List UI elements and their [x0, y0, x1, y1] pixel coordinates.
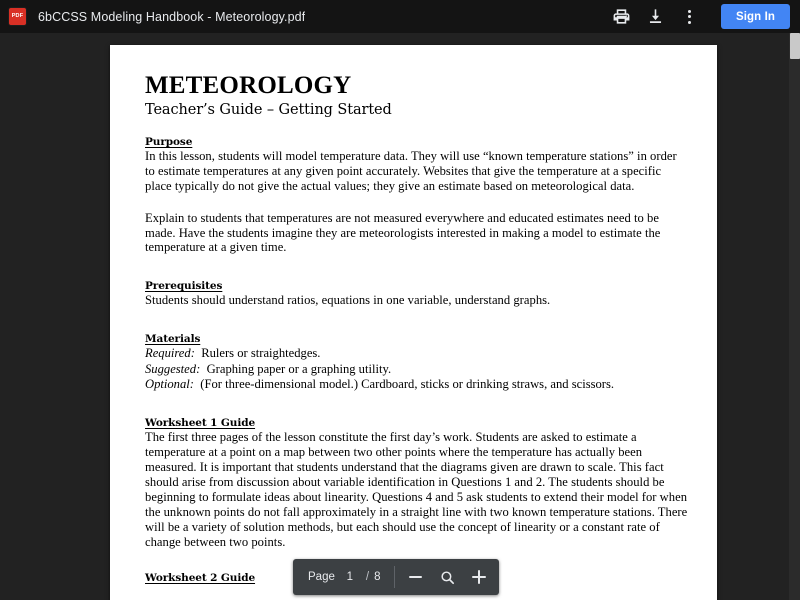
sign-in-button[interactable]: Sign In	[721, 4, 790, 29]
zoom-reset-button[interactable]	[431, 559, 463, 595]
zoom-in-button[interactable]	[463, 559, 495, 595]
pdf-file-icon	[9, 8, 26, 25]
pdf-page-content	[110, 45, 717, 584]
toolbar-right-group	[605, 0, 800, 33]
section-paragraph-purpose-2: Explain to students that temperatures are not measured everywhere and educated estimates need to be made. Have the students imagine they are meteorologists interested in making a model to estimate the temperature at a given time.	[145, 210, 661, 255]
plus-icon	[472, 570, 486, 584]
download-icon	[646, 7, 665, 26]
minus-icon	[409, 576, 422, 578]
section-heading-materials: Materials	[145, 333, 201, 346]
spacer	[145, 392, 689, 417]
pdf-toolbar	[0, 0, 800, 33]
page-label: Page	[308, 571, 335, 583]
materials-item-suggested-label: Suggested:	[145, 361, 201, 376]
section-paragraph-worksheet-1: The first three pages of the lesson constitute the first day’s work. Students are asked to estimate a temperature at a point on a map between two other points where the temperature has actually been measured. It is important that students understand that the diagrams given are drawn to scale. This fact should arise from discussion about variable identification in Questions 1 and 2. The students should be beginning to formulate ideas about linearity. Questions 4 and 5 ask students to extend their model for when the unknown points do not fall approximately in a straight line with two known temperature stations. There will be a variety of solution methods, but each should use the concept of linearity or a constant rate of change between two points.	[145, 430, 688, 549]
materials-item-optional	[145, 377, 689, 392]
section-paragraph-prerequisites-1: Students should understand ratios, equations in one variable, understand graphs.	[145, 293, 551, 308]
download-button[interactable]	[639, 0, 673, 33]
zoom-out-button[interactable]	[399, 559, 431, 595]
spacer	[145, 194, 689, 211]
materials-item-suggested-text: Graphing paper or a graphing utility.	[206, 361, 392, 376]
kebab-dot-icon	[688, 10, 691, 13]
page-navigation-bar	[293, 559, 499, 595]
materials-item-optional-label: Optional:	[145, 377, 194, 392]
section-heading-prerequisites: Prerequisites	[145, 280, 223, 293]
page-separator: /	[365, 571, 370, 583]
materials-item-required	[145, 346, 689, 361]
pdf-file-icon-label: PDF	[11, 12, 24, 19]
kebab-dot-icon	[688, 15, 691, 18]
spacer	[145, 255, 689, 280]
kebab-dot-icon	[688, 21, 691, 24]
zoom-controls-group	[395, 559, 499, 595]
page-total-count: 8	[374, 571, 381, 583]
section-paragraph-purpose-1: In this lesson, students will model temperature data. They will use “known temperature stations” in order to estimate temperatures at any given point accurately. Websites that give the temperature at a specific place typically do not give the actual values; they give an estimate based on meteorological data.	[145, 148, 677, 193]
page-number-input[interactable]: 1	[346, 571, 354, 583]
more-options-button[interactable]	[673, 0, 707, 33]
pdf-page	[110, 45, 717, 600]
section-heading-worksheet-1: Worksheet 1 Guide	[145, 417, 256, 430]
page-number-group	[293, 559, 394, 595]
print-icon	[612, 7, 631, 26]
materials-item-required-label: Required:	[145, 346, 195, 361]
document-title: 6bCCSS Modeling Handbook - Meteorology.pdf	[38, 9, 306, 24]
vertical-scrollbar-track[interactable]	[789, 33, 800, 600]
toolbar-left-group	[0, 8, 605, 25]
section-heading-worksheet-2: Worksheet 2 Guide	[145, 571, 256, 584]
materials-item-optional-text: (For three-dimensional model.) Cardboard, sticks or drinking straws, and scissors.	[200, 377, 615, 392]
section-heading-purpose: Purpose	[145, 135, 193, 148]
spacer	[145, 308, 689, 333]
magnifier-icon	[439, 569, 456, 586]
print-button[interactable]	[605, 0, 639, 33]
vertical-scrollbar-thumb[interactable]	[790, 33, 800, 59]
page-title: METEOROLOGY	[145, 72, 352, 99]
materials-item-required-text: Rulers or straightedges.	[201, 346, 321, 361]
materials-item-suggested	[145, 362, 689, 377]
pdf-viewer-area[interactable]	[0, 33, 800, 600]
page-subtitle: Teacher’s Guide – Getting Started	[145, 102, 392, 119]
